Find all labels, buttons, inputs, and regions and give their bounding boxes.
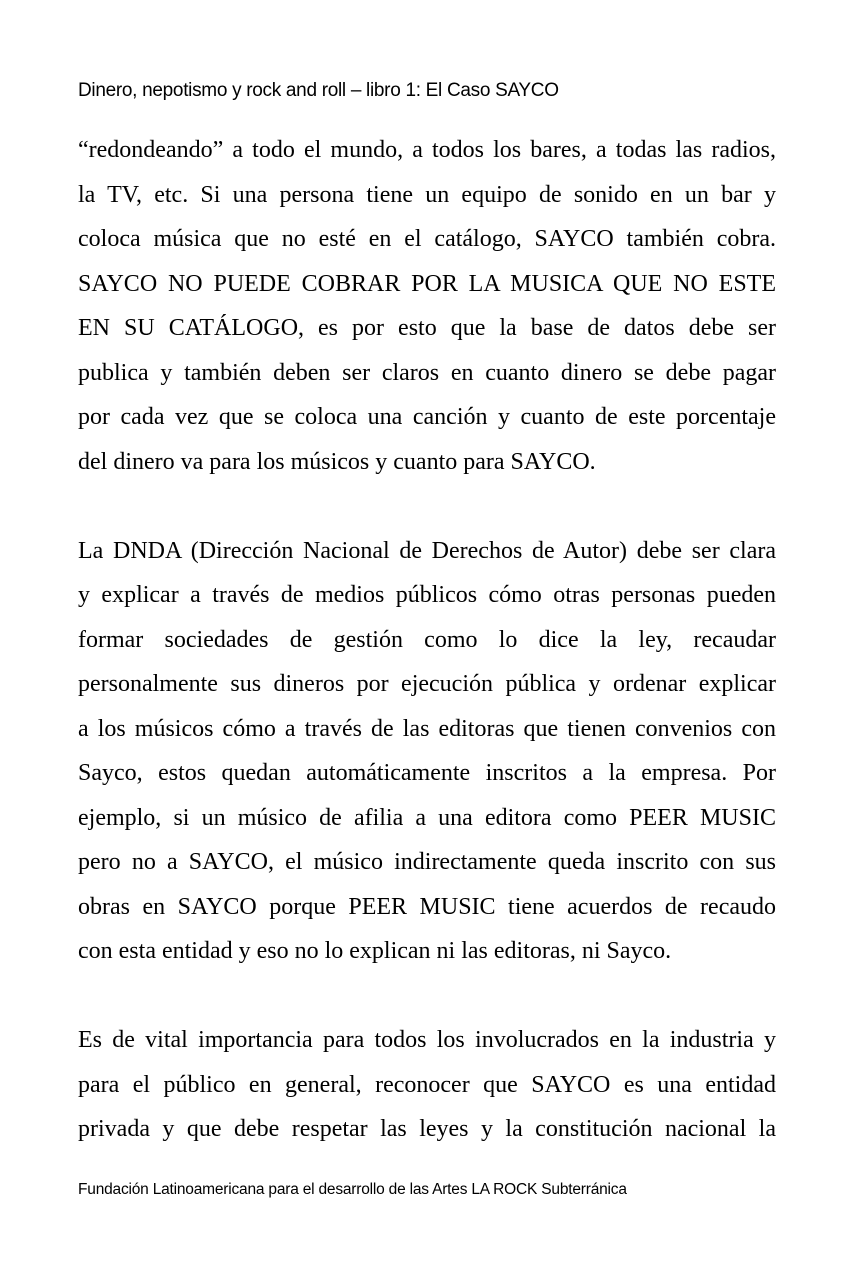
text-line: Es de vital importancia para todos los involucrados en la industria y — [78, 1027, 776, 1053]
text-line: por cada vez que se coloca una canción y cuanto de este porcentaje — [78, 404, 776, 430]
paragraph-3 — [78, 1018, 776, 1152]
text-line: publica y también deben ser claros en cuanto dinero se debe pagar — [78, 359, 776, 386]
text-line: del dinero va para los músicos y cuanto para SAYCO. — [78, 448, 596, 475]
body-text — [78, 128, 776, 1152]
text-line: ejemplo, si un músico de afilia a una editora como PEER MUSIC — [78, 804, 776, 831]
paragraph-1 — [78, 128, 776, 484]
text-line: pero no a SAYCO, el músico indirectamente queda inscrito con sus — [78, 849, 776, 875]
text-line: “redondeando” a todo el mundo, a todos los bares, a todas las radios, — [78, 137, 776, 163]
text-line: obras en SAYCO porque PEER MUSIC tiene acuerdos de recaudo — [78, 893, 776, 920]
paragraph-2 — [78, 529, 776, 974]
text-line: Sayco, estos quedan automáticamente inscritos a la empresa. Por — [78, 760, 776, 786]
text-line: SAYCO NO PUEDE COBRAR POR LA MUSICA QUE NO ESTE — [78, 270, 776, 297]
text-line: para el público en general, reconocer que SAYCO es una entidad — [78, 1071, 776, 1098]
running-footer: Fundación Latinoamericana para el desarrollo de las Artes LA ROCK Subterránica — [78, 1181, 627, 1198]
text-line: La DNDA (Dirección Nacional de Derechos de Autor) debe ser clara — [78, 537, 776, 564]
text-line: formar sociedades de gestión como lo dice la ley, recaudar — [78, 626, 776, 653]
text-line: con esta entidad y eso no lo explican ni las editoras, ni Sayco. — [78, 938, 672, 964]
running-header: Dinero, nepotismo y rock and roll – libro 1: El Caso SAYCO — [78, 80, 559, 101]
text-line: la TV, etc. Si una persona tiene un equipo de sonido en un bar y — [78, 181, 776, 208]
text-line: personalmente sus dineros por ejecución pública y ordenar explicar — [78, 671, 776, 697]
text-line: privada y que debe respetar las leyes y la constitución nacional la — [78, 1116, 776, 1142]
text-line: a los músicos cómo a través de las editoras que tienen convenios con — [78, 715, 776, 742]
text-line: EN SU CATÁLOGO, es por esto que la base de datos debe ser — [78, 315, 776, 341]
text-line: coloca música que no esté en el catálogo, SAYCO también cobra. — [78, 226, 776, 252]
text-line: y explicar a través de medios públicos cómo otras personas pueden — [78, 582, 776, 608]
